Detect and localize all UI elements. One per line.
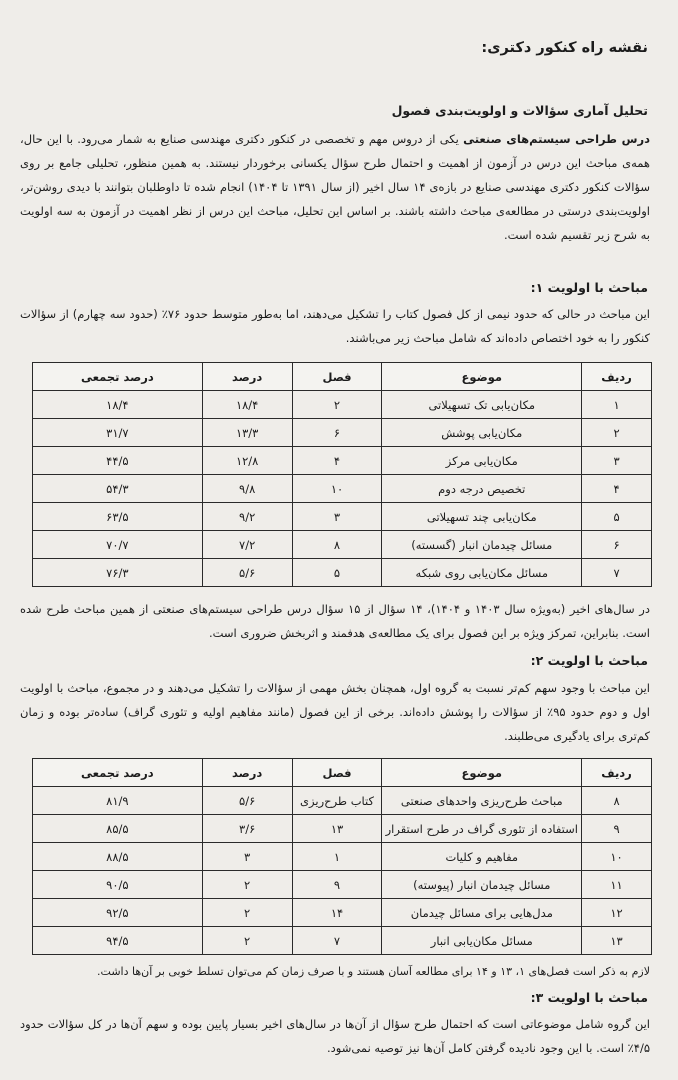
column-header: ردیف [582,363,652,391]
chapter-cell: ۷ [292,927,382,955]
percent-cell: ۳ [202,843,292,871]
row-number-cell: ۶ [582,531,652,559]
priority2-intro: این مباحث با وجود سهم کم‌تر نسبت به گروه اول، همچنان بخش مهمی از سؤالات را تشکیل می‌دهند و در مجموع، مباحث با اولویت اول و دوم حدود ۹۵٪ از سؤالات را پوشش داده‌اند. برخی از این فصول (مانند مفاهیم اولیه و تئوری گراف) ساده‌تر بوده و زمان کم‌تری برای یادگیری می‌طلبند. [20,681,650,743]
column-header: درصد [202,363,292,391]
percent-cell: ۲ [202,927,292,955]
topic-cell: مسائل مکان‌یابی انبار [382,927,582,955]
table-header-row [33,759,652,787]
priority3-intro: این گروه شامل موضوعاتی است که احتمال طرح سؤال از آن‌ها در سال‌های اخیر بسیار پایین بوده و سهم آن‌ها در کل سؤالات حدود ۴/۵٪ است. با این وجود نادیده گرفتن کامل آن‌ها نیز توصیه نمی‌شود. [20,1017,650,1055]
percent-cell: ۱۳/۳ [202,419,292,447]
cumulative-percent-cell: ۳۱/۷ [33,419,203,447]
cumulative-percent-cell: ۸۸/۵ [33,843,203,871]
percent-cell: ۹/۸ [202,475,292,503]
topic-cell: مسائل چیدمان انبار (پیوسته) [382,871,582,899]
row-number-cell: ۴ [582,475,652,503]
chapter-cell: ۱۰ [292,475,382,503]
percent-cell: ۱۸/۴ [202,391,292,419]
chapter-cell: ۶ [292,419,382,447]
row-number-cell: ۱۱ [582,871,652,899]
percent-cell: ۵/۶ [202,559,292,587]
chapter-cell: ۱۳ [292,815,382,843]
topic-cell: مسائل مکان‌یابی روی شبکه [382,559,582,587]
row-number-cell: ۸ [582,787,652,815]
table-row [33,787,652,815]
row-number-cell: ۹ [582,815,652,843]
column-header: درصد [202,759,292,787]
table-row [33,815,652,843]
percent-cell: ۱۲/۸ [202,447,292,475]
cumulative-percent-cell: ۷۶/۳ [33,559,203,587]
topic-cell: مکان‌یابی تک تسهیلاتی [382,391,582,419]
priority2-after: لازم به ذکر است فصل‌های ۱، ۱۳ و ۱۴ برای مطالعه آسان هستند و با صرف زمان کم می‌توان تسلط خوبی بر آن‌ها داشت. [97,965,650,978]
percent-cell: ۲ [202,899,292,927]
table-row [33,447,652,475]
cumulative-percent-cell: ۸۵/۵ [33,815,203,843]
column-header: درصد تجمعی [33,759,203,787]
priority2-table [32,758,652,955]
table-row [33,419,652,447]
table-row [33,871,652,899]
topic-cell: مدل‌هایی برای مسائل چیدمان [382,899,582,927]
chapter-cell: کتاب طرح‌ریزی [292,787,382,815]
table-header-row [33,363,652,391]
percent-cell: ۹/۲ [202,503,292,531]
cumulative-percent-cell: ۸۱/۹ [33,787,203,815]
table-row [33,843,652,871]
cumulative-percent-cell: ۶۳/۵ [33,503,203,531]
row-number-cell: ۱۰ [582,843,652,871]
topic-cell: مباحث طرح‌ریزی واحدهای صنعتی [382,787,582,815]
priority3-heading: مباحث با اولویت ۳: [530,990,648,1005]
topic-cell: مکان‌یابی مرکز [382,447,582,475]
topic-cell: استفاده از تئوری گراف در طرح استقرار [382,815,582,843]
row-number-cell: ۱ [582,391,652,419]
page-title: نقشه راه کنکور دکتری: [481,40,648,56]
priority2-heading: مباحث با اولویت ۲: [530,653,648,668]
row-number-cell: ۷ [582,559,652,587]
cumulative-percent-cell: ۹۰/۵ [33,871,203,899]
table-row [33,531,652,559]
cumulative-percent-cell: ۹۴/۵ [33,927,203,955]
percent-cell: ۲ [202,871,292,899]
analysis-intro-bold: درس طراحی سیستم‌های صنعتی [463,132,650,146]
table-row [33,559,652,587]
cumulative-percent-cell: ۴۴/۵ [33,447,203,475]
row-number-cell: ۲ [582,419,652,447]
column-header: موضوع [382,363,582,391]
chapter-cell: ۹ [292,871,382,899]
table-row [33,391,652,419]
cumulative-percent-cell: ۱۸/۴ [33,391,203,419]
cumulative-percent-cell: ۵۴/۳ [33,475,203,503]
priority1-after: در سال‌های اخیر (به‌ویژه سال ۱۴۰۳ و ۱۴۰۴)، ۱۴ سؤال از ۱۵ سؤال درس طراحی سیستم‌های صنعتی از همین مباحث طرح شده است. بنابراین، تمرکز ویژه بر این فصول برای یک مطالعه‌ی هدفمند و اثربخش ضروری است. [20,602,650,640]
chapter-cell: ۴ [292,447,382,475]
topic-cell: مسائل چیدمان انبار (گسسته) [382,531,582,559]
row-number-cell: ۵ [582,503,652,531]
chapter-cell: ۵ [292,559,382,587]
percent-cell: ۵/۶ [202,787,292,815]
cumulative-percent-cell: ۷۰/۷ [33,531,203,559]
row-number-cell: ۳ [582,447,652,475]
cumulative-percent-cell: ۹۲/۵ [33,899,203,927]
topic-cell: مفاهیم و کلیات [382,843,582,871]
analysis-intro-text: یکی از دروس مهم و تخصصی در کنکور دکتری مهندسی صنایع به شمار می‌رود. با این حال، همه‌ی مباحث این درس در آزمون از اهمیت و احتمال طرح سؤال یکسانی برخوردار نیستند. به همین منظور، تحلیلی جامع بر روی سؤالات کنکور دکتری مهندسی صنایع در بازه‌ی ۱۴ سال اخیر (از سال ۱۳۹۱ تا ۱۴۰۴) انجام شده تا داوطلبان بتوانند با دیدی روشن‌تر، اولویت‌بندی درستی در مطالعه‌ی مباحث داشته باشند. بر اساس این تحلیل، مباحث این درس از نظر اهمیت در آزمون به سه اولویت به شرح زیر تقسیم شده است. [20,132,651,242]
percent-cell: ۳/۶ [202,815,292,843]
row-number-cell: ۱۳ [582,927,652,955]
column-header: فصل [292,759,382,787]
column-header: ردیف [582,759,652,787]
table-row [33,503,652,531]
column-header: درصد تجمعی [33,363,203,391]
analysis-paragraph [20,127,650,247]
topic-cell: مکان‌یابی چند تسهیلاتی [382,503,582,531]
analysis-heading: تحلیل آماری سؤالات و اولویت‌بندی فصول [391,103,648,118]
chapter-cell: ۲ [292,391,382,419]
priority1-intro: این مباحث در حالی که حدود نیمی از کل فصول کتاب را تشکیل می‌دهند، اما به‌طور متوسط حدود ۷۶٪ (حدود سه چهارم) از سؤالات کنکور را به خود اختصاص داده‌اند که شامل مباحث زیر می‌باشند. [20,307,650,345]
topic-cell: تخصیص درجه دوم [382,475,582,503]
priority1-heading: مباحث با اولویت ۱: [530,280,648,295]
chapter-cell: ۸ [292,531,382,559]
table-row [33,927,652,955]
chapter-cell: ۱ [292,843,382,871]
chapter-cell: ۳ [292,503,382,531]
column-header: فصل [292,363,382,391]
table-row [33,475,652,503]
priority1-table [32,362,652,587]
percent-cell: ۷/۲ [202,531,292,559]
table-row [33,899,652,927]
chapter-cell: ۱۴ [292,899,382,927]
row-number-cell: ۱۲ [582,899,652,927]
topic-cell: مکان‌یابی پوشش [382,419,582,447]
column-header: موضوع [382,759,582,787]
